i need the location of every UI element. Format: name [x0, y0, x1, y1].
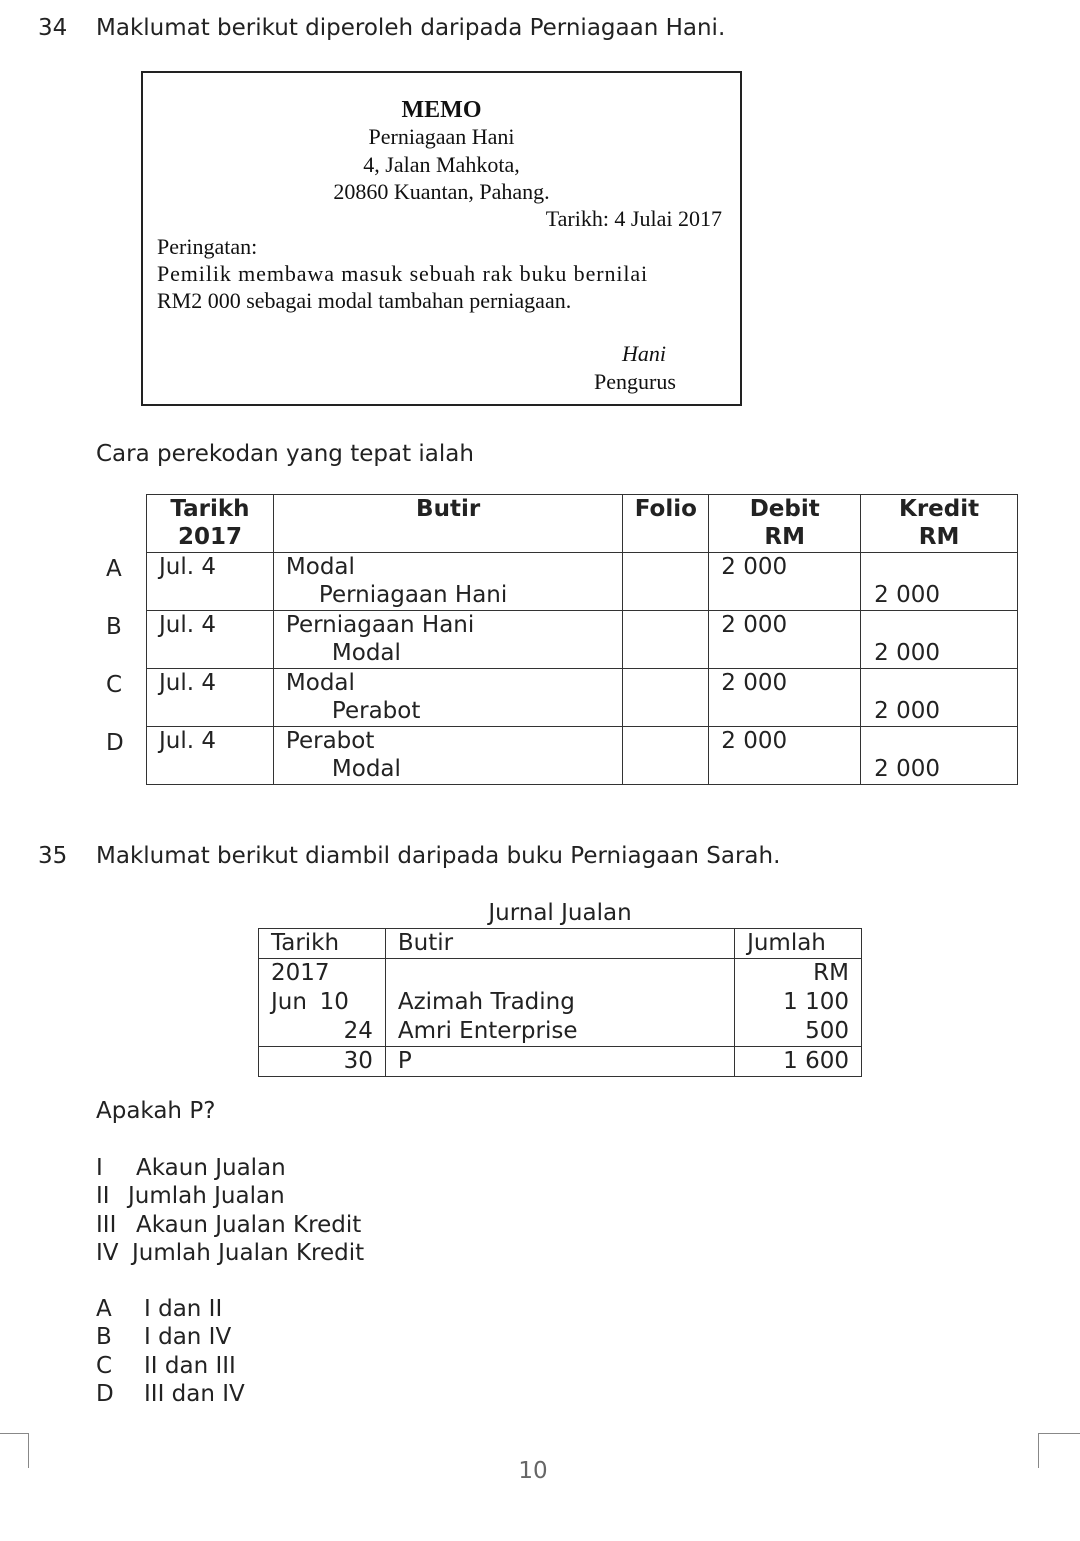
memo-body-line-1: Pemilik membawa masuk sebuah rak buku bernilai	[157, 261, 649, 286]
row-debit-account: Modal	[285, 670, 355, 696]
option-letter-b: B	[106, 614, 122, 640]
table-row	[147, 611, 1018, 669]
journal-header-tarikh: Tarikh	[259, 929, 386, 959]
row-credit-account: Perabot	[331, 698, 421, 724]
question-34-prompt: Cara perekodan yang tepat ialah	[96, 441, 474, 467]
table-row	[147, 553, 1018, 611]
answer-option-d[interactable]: D III dan IV	[96, 1381, 245, 1407]
question-35-prompt: Apakah P?	[96, 1098, 216, 1124]
question-34-number: 34	[38, 15, 68, 41]
table-row	[259, 1017, 862, 1047]
header-kredit: Kredit RM	[861, 495, 1018, 553]
row-folio	[623, 553, 708, 610]
row-folio	[623, 669, 708, 726]
row-folio	[623, 727, 708, 784]
row-debit-account: Perniagaan Hani	[285, 612, 475, 638]
journal-day: 24	[259, 1017, 386, 1047]
row-credit-account: Perniagaan Hani	[318, 582, 508, 608]
memo-business-name: Perniagaan Hani	[368, 124, 515, 149]
journal-year-row	[259, 959, 862, 989]
header-folio: Folio	[623, 495, 709, 553]
option-letter-a: A	[106, 556, 122, 582]
journal-total-amount: 1 600	[735, 1047, 862, 1077]
row-date: Jul. 4	[159, 554, 217, 580]
row-credit-amount: 2 000	[874, 756, 940, 782]
journal-total-day: 30	[259, 1047, 386, 1077]
option-letter-d: D	[106, 730, 124, 756]
journal-total-butir: P	[385, 1047, 734, 1077]
row-date: Jul. 4	[159, 728, 217, 754]
question-34-text: Maklumat berikut diperoleh daripada Perniagaan Hani.	[96, 15, 726, 41]
memo-address-line: 4, Jalan Mahkota,	[363, 152, 520, 177]
row-credit-amount: 2 000	[874, 698, 940, 724]
row-credit-amount: 2 000	[874, 640, 940, 666]
journal-butir: Azimah Trading	[385, 988, 734, 1017]
journal-header-butir: Butir	[385, 929, 734, 959]
row-debit-account: Perabot	[285, 728, 375, 754]
memo-date: Tarikh: 4 Julai 2017	[545, 206, 722, 231]
table-row	[259, 988, 862, 1017]
row-debit-amount: 2 000	[721, 612, 788, 638]
journal-year: 2017	[259, 959, 386, 989]
table-row	[147, 669, 1018, 727]
journal-amount: 1 100	[735, 988, 862, 1017]
memo-body-line-2: RM2 000 sebagai modal tambahan perniagaan.	[157, 288, 572, 313]
memo-signature: Hani	[622, 341, 666, 366]
row-credit-account: Modal	[331, 640, 401, 666]
sales-journal-table	[258, 928, 862, 1077]
journal-day: 10	[319, 989, 349, 1015]
row-credit-amount: 2 000	[874, 582, 940, 608]
journal-header-jumlah: Jumlah	[735, 929, 862, 959]
memo-box	[141, 71, 742, 406]
row-debit-account: Modal	[285, 554, 355, 580]
memo-heading: Peringatan:	[157, 234, 258, 259]
journal-butir: Amri Enterprise	[385, 1017, 734, 1047]
table-row	[147, 727, 1018, 785]
row-credit-account: Modal	[331, 756, 401, 782]
memo-title: MEMO	[401, 97, 482, 123]
row-date: Jul. 4	[159, 612, 217, 638]
option-letter-c: C	[106, 672, 123, 698]
statement-item: II Jumlah Jualan	[96, 1183, 285, 1209]
row-date: Jul. 4	[159, 670, 217, 696]
page-number: 10	[518, 1458, 548, 1484]
memo-role: Pengurus	[594, 369, 676, 394]
row-folio	[623, 611, 708, 668]
statement-item: I Akaun Jualan	[96, 1155, 286, 1181]
journal-unit: RM	[735, 959, 862, 989]
statement-item: III Akaun Jualan Kredit	[96, 1212, 362, 1238]
question-35-number: 35	[38, 843, 68, 869]
row-debit-amount: 2 000	[721, 670, 788, 696]
journal-total-row	[259, 1047, 862, 1077]
journal-title: Jurnal Jualan	[488, 900, 632, 926]
journal-amount: 500	[735, 1017, 862, 1047]
question-35-text: Maklumat berikut diambil daripada buku Perniagaan Sarah.	[96, 843, 781, 869]
header-debit: Debit RM	[709, 495, 861, 553]
journal-options-table	[146, 494, 1018, 785]
memo-address-city: 20860 Kuantan, Pahang.	[333, 179, 550, 204]
row-debit-amount: 2 000	[721, 728, 788, 754]
row-debit-amount: 2 000	[721, 554, 788, 580]
header-tarikh: Tarikh 2017	[147, 495, 274, 553]
answer-option-a[interactable]: A I dan II	[96, 1296, 223, 1322]
journal-header-row	[259, 929, 862, 959]
header-butir: Butir	[273, 495, 622, 553]
table-header-row	[147, 495, 1018, 553]
answer-option-b[interactable]: B I dan IV	[96, 1324, 232, 1350]
journal-month: Jun	[271, 989, 307, 1015]
answer-option-c[interactable]: C II dan III	[96, 1353, 236, 1379]
statement-item: IV Jumlah Jualan Kredit	[96, 1240, 365, 1266]
